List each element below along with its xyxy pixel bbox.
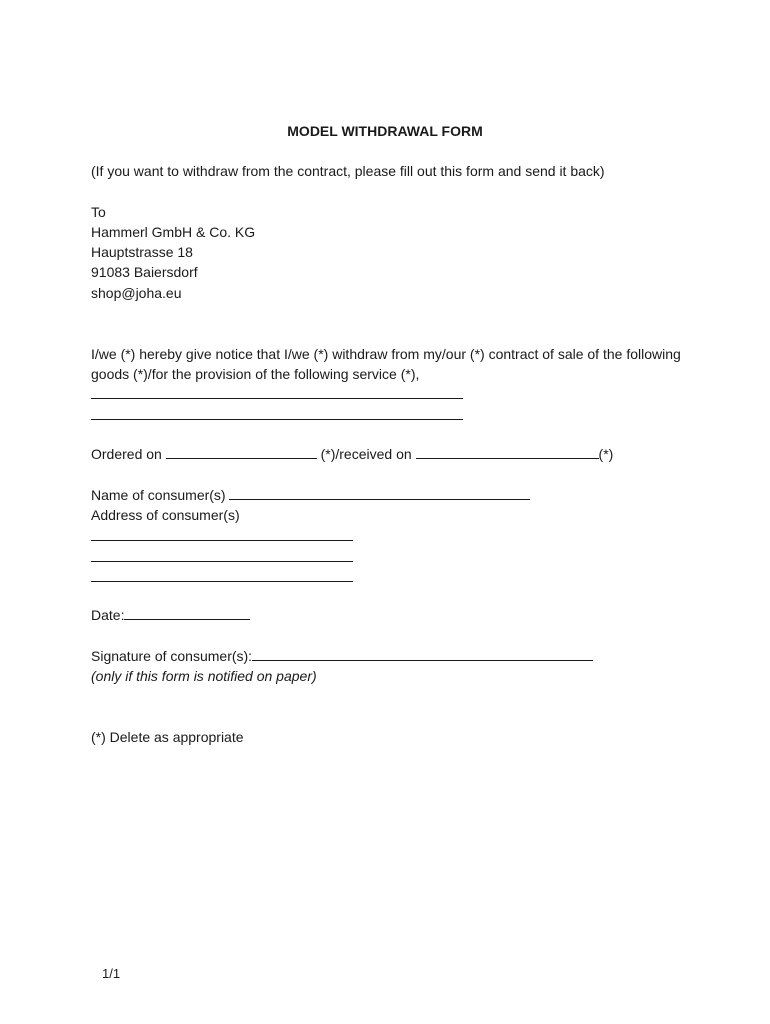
ordered-row [91,444,613,464]
recipient-company: Hammerl GmbH & Co. KG [91,224,256,240]
address-entry-line-1[interactable] [91,540,353,541]
signature-label: Signature of consumer(s): [91,648,253,664]
date-label: Date: [91,607,125,623]
address-entry-line-2[interactable] [91,561,353,562]
recipient-to-label: To [91,204,106,220]
form-title: MODEL WITHDRAWAL FORM [287,123,483,139]
footnote: (*) Delete as appropriate [91,729,244,745]
recipient-city: 91083 Baiersdorf [91,264,198,280]
received-suffix: (*) [598,446,614,462]
recipient-street: Hauptstrasse 18 [91,244,193,260]
date-field[interactable] [124,605,250,620]
received-date-field[interactable] [416,444,599,459]
ordered-date-field[interactable] [166,444,317,459]
ordered-label: Ordered on [91,446,166,462]
goods-entry-line-1[interactable] [91,398,463,399]
notice-line-2: goods (*)/for the provision of the following service (*), [91,366,420,382]
page-number: 1/1 [102,966,121,981]
date-row [91,605,250,625]
consumer-address-label: Address of consumer(s) [91,507,240,523]
consumer-name-field[interactable] [229,485,530,500]
signature-note: (only if this form is notified on paper) [91,668,317,684]
form-instruction: (If you want to withdraw from the contract, please fill out this form and send it back) [91,163,605,179]
signature-row [91,646,593,666]
address-entry-line-3[interactable] [91,581,353,582]
recipient-email: shop@joha.eu [91,285,182,301]
received-label: (*)/received on [316,446,416,462]
consumer-name-label: Name of consumer(s) [91,487,230,503]
consumer-name-row [91,485,530,505]
goods-entry-line-2[interactable] [91,419,463,420]
notice-line-1: I/we (*) hereby give notice that I/we (*) withdraw from my/our (*) contract of sale of the following [91,346,681,362]
signature-field[interactable] [252,646,593,661]
